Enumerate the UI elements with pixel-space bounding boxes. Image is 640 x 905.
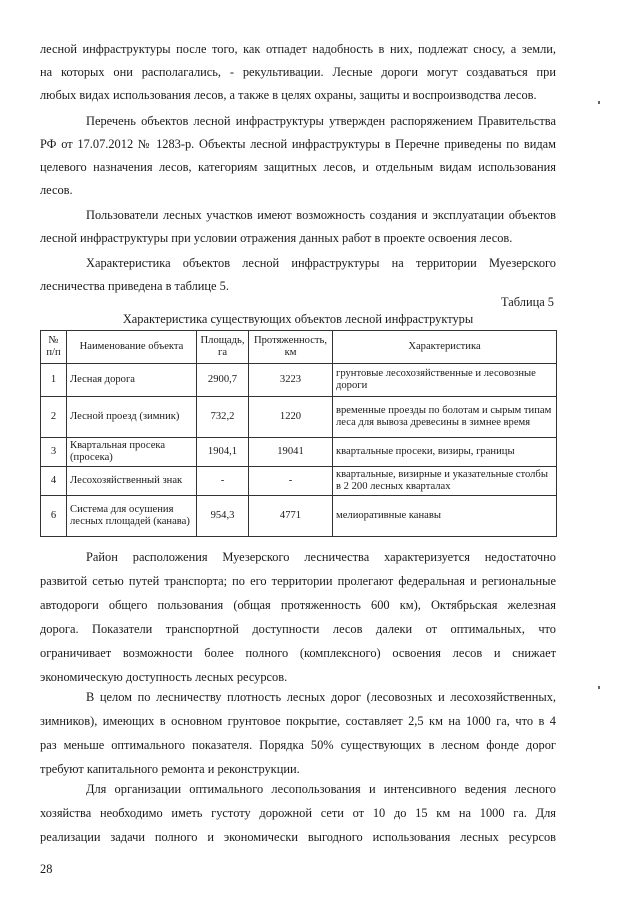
text-line: реализации задачи полного и экономически выгодного использования лесных ресурсов — [40, 830, 556, 844]
text-line: автодороги общего пользования (общая протяженность 600 км), Октябрьская железная — [40, 598, 556, 612]
text-line: лесной инфраструктуры после того, как отпадет надобность в них, подлежат сносу, а земли, — [40, 42, 556, 56]
text-line: на которых они располагались, - рекультивации. Лесные дороги могут создаваться при — [40, 65, 556, 79]
page-number: 28 — [40, 862, 53, 876]
text-line: дорога. Показатели транспортной доступности лесов далеки от оптимальных, что — [40, 622, 556, 636]
text-line: целевого назначения лесов, категориям защитных лесов, и отдельным видам использования — [40, 160, 556, 174]
cell-num: 2 — [41, 397, 67, 438]
text-line: Перечень объектов лесной инфраструктуры утвержден распоряжением Правительства — [86, 114, 556, 128]
table-header-row — [41, 331, 557, 364]
cell-name: Лесной проезд (зимник) — [67, 397, 197, 438]
header-name: Наименование объекта — [67, 331, 197, 364]
cell-num: 4 — [41, 467, 67, 496]
text-line: хозяйства необходимо иметь густоту дорожной сети от 10 до 15 км на 1000 га. Для — [40, 806, 556, 820]
cell-name: Лесохозяйственный знак — [67, 467, 197, 496]
text-line: раз меньше оптимального показателя. Порядка 50% существующих в лесном фонде дорог — [40, 738, 556, 752]
cell-name: Система для осушения лесных площадей (канава) — [67, 496, 197, 537]
text-line: В целом по лесничеству плотность лесных дорог (лесовозных и лесохозяйственных, — [86, 690, 556, 704]
cell-length: 3223 — [249, 364, 333, 397]
header-area: Площадь, га — [197, 331, 249, 364]
table-row — [41, 438, 557, 467]
text-line: лесничества приведена в таблице 5. — [40, 279, 229, 293]
table-row — [41, 496, 557, 537]
text-line: лесной инфраструктуры при условии отражения данных работ в проекте освоения лесов. — [40, 231, 513, 245]
cell-length: 1220 — [249, 397, 333, 438]
scan-speck — [598, 101, 600, 104]
cell-description: мелиоративные канавы — [333, 496, 557, 537]
header-description: Характеристика — [333, 331, 557, 364]
text-line: Район расположения Муезерского лесничества характеризуется недостаточно — [86, 550, 556, 564]
text-line: зимников), имеющих в основном грунтовое покрытие, составляет 2,5 км на 1000 га, что в 4 — [40, 714, 556, 728]
table-row — [41, 397, 557, 438]
text-line: Пользователи лесных участков имеют возможность создания и эксплуатации объектов — [86, 208, 556, 222]
cell-area: 732,2 — [197, 397, 249, 438]
cell-num: 3 — [41, 438, 67, 467]
cell-length: - — [249, 467, 333, 496]
cell-name: Лесная дорога — [67, 364, 197, 397]
cell-description: квартальные просеки, визиры, границы — [333, 438, 557, 467]
text-line: РФ от 17.07.2012 № 1283-р. Объекты лесной инфраструктуры в Перечне приведены по видам — [40, 137, 556, 151]
table-title: Характеристика существующих объектов лесной инфраструктуры — [122, 312, 474, 326]
infrastructure-table — [40, 330, 557, 537]
cell-length: 19041 — [249, 438, 333, 467]
header-num: № п/п — [41, 331, 67, 364]
header-length: Протяженность, км — [249, 331, 333, 364]
cell-area: 1904,1 — [197, 438, 249, 467]
cell-num: 6 — [41, 496, 67, 537]
cell-area: 954,3 — [197, 496, 249, 537]
table-row — [41, 364, 557, 397]
table-row — [41, 467, 557, 496]
text-line: Характеристика объектов лесной инфраструктуры на территории Муезерского — [86, 256, 556, 270]
text-line: Для организации оптимального лесопользования и интенсивного ведения лесного — [86, 782, 556, 796]
cell-num: 1 — [41, 364, 67, 397]
text-line: ограничивает возможности более полного (комплексного) освоения лесов и снижает — [40, 646, 556, 660]
cell-name: Квартальная просека (просека) — [67, 438, 197, 467]
cell-description: квартальные, визирные и указательные столбы в 2 200 лесных кварталах — [333, 467, 557, 496]
cell-area: - — [197, 467, 249, 496]
text-line: развитой сетью путей транспорта; по его территории пролегают федеральная и региональные — [40, 574, 556, 588]
scan-speck — [598, 686, 600, 689]
cell-description: грунтовые лесохозяйственные и лесовозные дороги — [333, 364, 557, 397]
text-line: любых видах использования лесов, а также в целях охраны, защиты и воспроизводства лесов. — [40, 88, 537, 102]
text-line: экономическую доступность лесных ресурсов. — [40, 670, 288, 684]
text-line: лесов. — [40, 183, 73, 197]
cell-description: временные проезды по болотам и сырым типам леса для вывоза древесины в зимнее время — [333, 397, 557, 438]
text-line: требуют капитального ремонта и реконструкции. — [40, 762, 300, 776]
table-label: Таблица 5 — [501, 295, 554, 309]
cell-length: 4771 — [249, 496, 333, 537]
cell-area: 2900,7 — [197, 364, 249, 397]
